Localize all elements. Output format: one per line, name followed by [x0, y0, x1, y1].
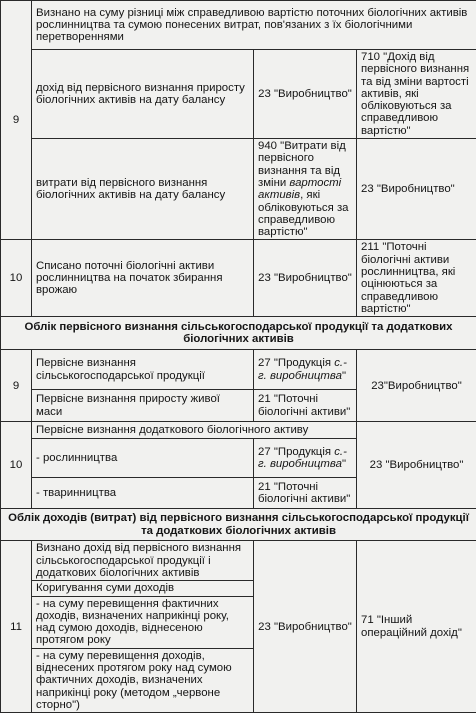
debit-account — [254, 439, 357, 478]
entry-description: Первісне визнання приросту живої маси — [32, 390, 254, 422]
debit-account-part: " — [342, 458, 346, 470]
debit-account-italic: с.-г. виробництва — [258, 357, 347, 381]
entry-description: Первісне визнання додаткового біологічного активу — [32, 422, 357, 439]
table-row — [1, 139, 476, 240]
entry-description: Первісне визнання сільськогосподарської продукції — [32, 350, 254, 390]
debit-account-part: 27 "Продукція — [258, 357, 334, 369]
debit-account: 21 "Поточні біологічні активи" — [254, 390, 357, 422]
entry-description: Коригування суми доходів — [32, 581, 254, 596]
section-title: Облік первісного визнання сільськогосподарської продукції та додаткових біологічних активів — [1, 317, 476, 350]
table-row — [1, 50, 476, 139]
debit-account-part: " — [342, 370, 346, 382]
debit-account: 23 "Виробництво" — [254, 541, 357, 713]
entry-number: 9 — [1, 350, 32, 422]
entry-description: дохід від первісного визнання приросту біологічних активів на дату балансу — [32, 50, 254, 139]
entry-description: - на суму перевищення фактичних доходів, визначених наприкінці року, над сумою доходів, віднесеною протягом року — [32, 596, 254, 648]
entry-description: Списано поточні біологічні активи рослинництва на початок збирання врожаю — [32, 240, 254, 317]
entry-number: 11 — [1, 541, 32, 713]
debit-account — [254, 350, 357, 390]
debit-account: 21 "Поточні біологічні активи" — [254, 478, 357, 509]
credit-account: 211 "Поточні біологічні активи рослинництва, які оцінюються за справедливою вартістю" — [357, 240, 476, 317]
entry-description: - тваринництва — [32, 478, 254, 509]
table-row — [1, 350, 476, 390]
section-row — [1, 317, 476, 350]
debit-account-part: , які обліковуються за справедливою вартістю" — [258, 189, 349, 238]
credit-account: 23"Виробництво" — [357, 350, 476, 422]
entry-description: Визнано дохід від первісного визнання сільськогосподарської продукції і додаткових біологічних активів — [32, 541, 254, 581]
table-row — [1, 240, 476, 317]
table-row — [1, 541, 476, 581]
debit-account-part: 27 "Продукція — [258, 446, 334, 458]
debit-account — [254, 139, 357, 240]
table-row — [1, 1, 476, 50]
table-row — [1, 422, 476, 439]
entry-description: - рослинництва — [32, 439, 254, 478]
debit-account-part: 940 "Витрати від первісного визнання та від зміни — [258, 140, 346, 189]
debit-account: 23 "Виробництво" — [254, 240, 357, 317]
debit-account-italic: вартості активів — [258, 177, 341, 201]
entry-number: 9 — [1, 1, 32, 240]
entry-number: 10 — [1, 240, 32, 317]
credit-account: 71 "Інший операційний дохід" — [357, 541, 476, 713]
entry-description: - на суму перевищення доходів, віднесених протягом року над сумою фактичних доходів, визначених наприкінці року (методом „червоне сторно") — [32, 648, 254, 712]
credit-account: 710 "Дохід від первісного визнання та від зміни вартості активів, які обліковуються за справедливою вартістю" — [357, 50, 476, 139]
debit-account-italic: с.-г. виробництва — [258, 446, 347, 470]
section-row — [1, 509, 476, 541]
entry-description: Визнано на суму різниці між справедливою вартістю поточних біологічних активів рослинництва та сумою понесених витрат, пов'язаних з їх біологічними перетвореннями — [32, 1, 476, 50]
credit-account: 23 "Виробництво" — [357, 139, 476, 240]
credit-account: 23 "Виробництво" — [357, 422, 476, 509]
entry-number: 10 — [1, 422, 32, 509]
debit-account: 23 "Виробництво" — [254, 50, 357, 139]
section-title: Облік доходів (витрат) від первісного визнання сільськогосподарської продукції та додаткових біологічних активів — [1, 509, 476, 541]
entry-description: витрати від первісного визнання біологічних активів на дату балансу — [32, 139, 254, 240]
